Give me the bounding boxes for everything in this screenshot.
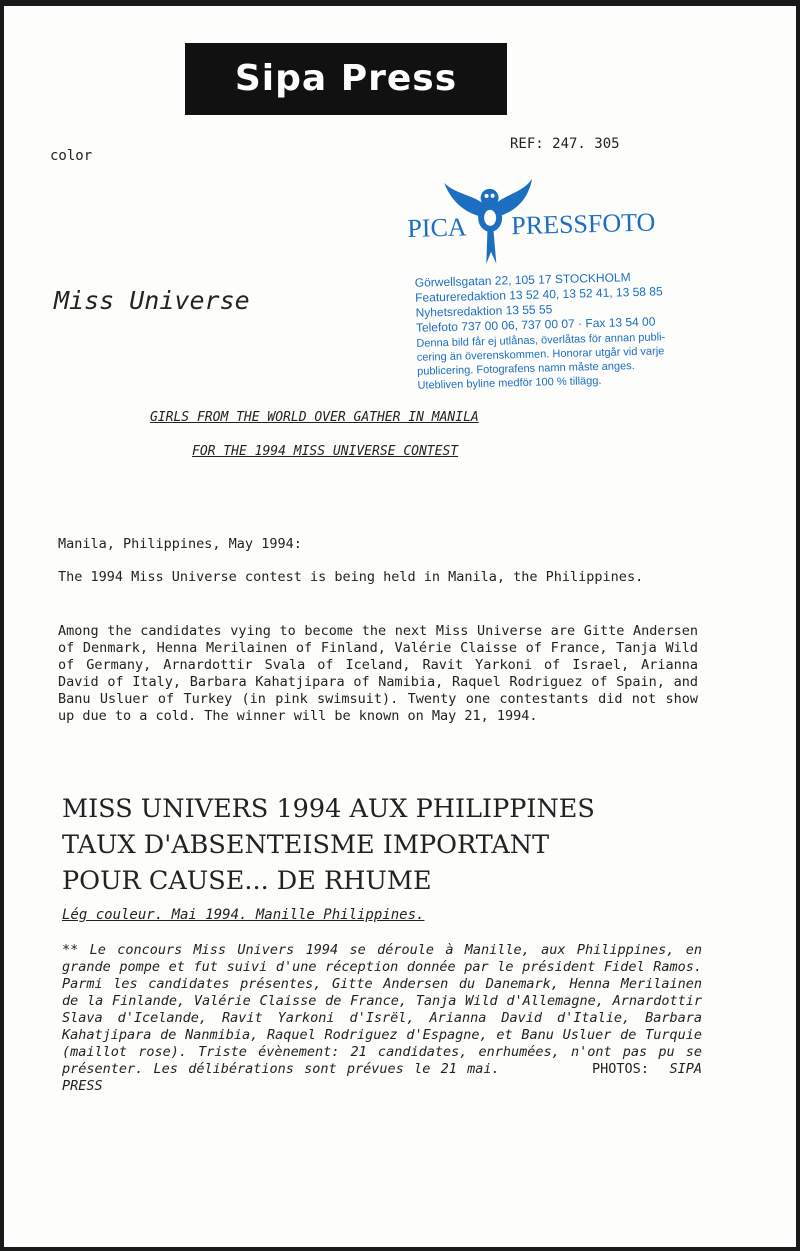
document-page bbox=[4, 6, 796, 1247]
photos-label: PHOTOS: bbox=[592, 1061, 649, 1077]
document-title: Miss Universe bbox=[54, 286, 250, 315]
paragraph-fr bbox=[62, 942, 702, 1095]
caption-subline-fr: Lég couleur. Mai 1994. Manille Philippines. bbox=[62, 907, 425, 923]
pressfoto-wordmark: PRESSFOTO bbox=[510, 207, 656, 241]
stamp-note: publicering. Fotografens namn måste anges. bbox=[416, 360, 635, 378]
color-label: color bbox=[50, 148, 93, 164]
headline-en-line-2: FOR THE 1994 MISS UNIVERSE CONTEST bbox=[192, 444, 459, 459]
stamp-address: Görwellsgatan 22, 105 17 STOCKHOLM bbox=[414, 270, 631, 290]
stamp-note: Utebliven byline medför 100 % tillägg. bbox=[417, 374, 602, 392]
stamp-features: Featureredaktion 13 52 40, 13 52 41, 13 58 85 bbox=[415, 284, 663, 305]
paragraph-fr-text: ** Le concours Miss Univers 1994 se déroule à Manille, aux Philippines, en grande pompe et fut suivi d'une réception donnée par le président Fidel Ramos. Parmi les candidates présentes, Gitte Andersen du Danemark, Henna Merilainen de la Finlande, Valérie Claisse de France, Tanja Wild d'Allemagne, Arnardottir Slava d'Icelande, Ravit Yarkoni d'Isrël, Arianna David d'Italie, Barbara Kahatjipara de Nanmibia, Raquel Rodriguez d'Espagne, et Banu Usluer de Turquie (maillot rose). Triste évènement: 21 candidates, enrhumées, n'ont pas pu se présenter. Les délibérations sont prévues le 21 mai. bbox=[62, 942, 702, 1077]
headline-fr-line-2: TAUX D'ABSENTEISME IMPORTANT bbox=[62, 830, 550, 860]
reference-number: REF: 247. 305 bbox=[510, 136, 620, 152]
pica-wordmark: PICA bbox=[406, 212, 467, 243]
paragraph-en-2: Among the candidates vying to become the next Miss Universe are Gitte Andersen of Denmark, Henna Merilainen of Finland, Valérie Claisse of France, Tanja Wild of Germany, Arnardottir Svala of Iceland, Ravit Yarkoni of Israel, Arianna David of Italy, Barbara Kahatjipara of Namibia, Raquel Rodriguez of Spain, and Banu Usluer of Turkey (in pink swimsuit). Twenty one contestants did not show up due to a cold. The winner will be known on May 21, 1994. bbox=[58, 623, 698, 724]
stamp-note: Denna bild får ej utlånas, överlåtas för annan publi- bbox=[416, 331, 666, 350]
logo-text: Sipa Press bbox=[234, 58, 458, 99]
pica-pressfoto-stamp bbox=[406, 168, 712, 406]
headline-fr-line-3: POUR CAUSE... DE RHUME bbox=[62, 866, 432, 896]
stamp-phone: Telefoto 737 00 06, 737 00 07 · Fax 13 54 00 bbox=[415, 314, 656, 335]
photos-credit: SIPA PRESS bbox=[62, 1061, 703, 1094]
headline-fr-line-1: MISS UNIVERS 1994 AUX PHILIPPINES bbox=[62, 794, 595, 824]
stamp-note: cering än överenskommen. Honorar utgår vid varje bbox=[416, 345, 665, 364]
dateline: Manila, Philippines, May 1994: bbox=[58, 536, 302, 552]
headline-en-line-1: GIRLS FROM THE WORLD OVER GATHER IN MANILA bbox=[150, 410, 479, 425]
sipa-press-logo bbox=[185, 43, 507, 115]
stamp-news: Nyhetsredaktion 13 55 55 bbox=[415, 302, 553, 320]
paragraph-en-1: The 1994 Miss Universe contest is being held in Manila, the Philippines. bbox=[58, 569, 644, 585]
headline-fr bbox=[62, 791, 595, 899]
